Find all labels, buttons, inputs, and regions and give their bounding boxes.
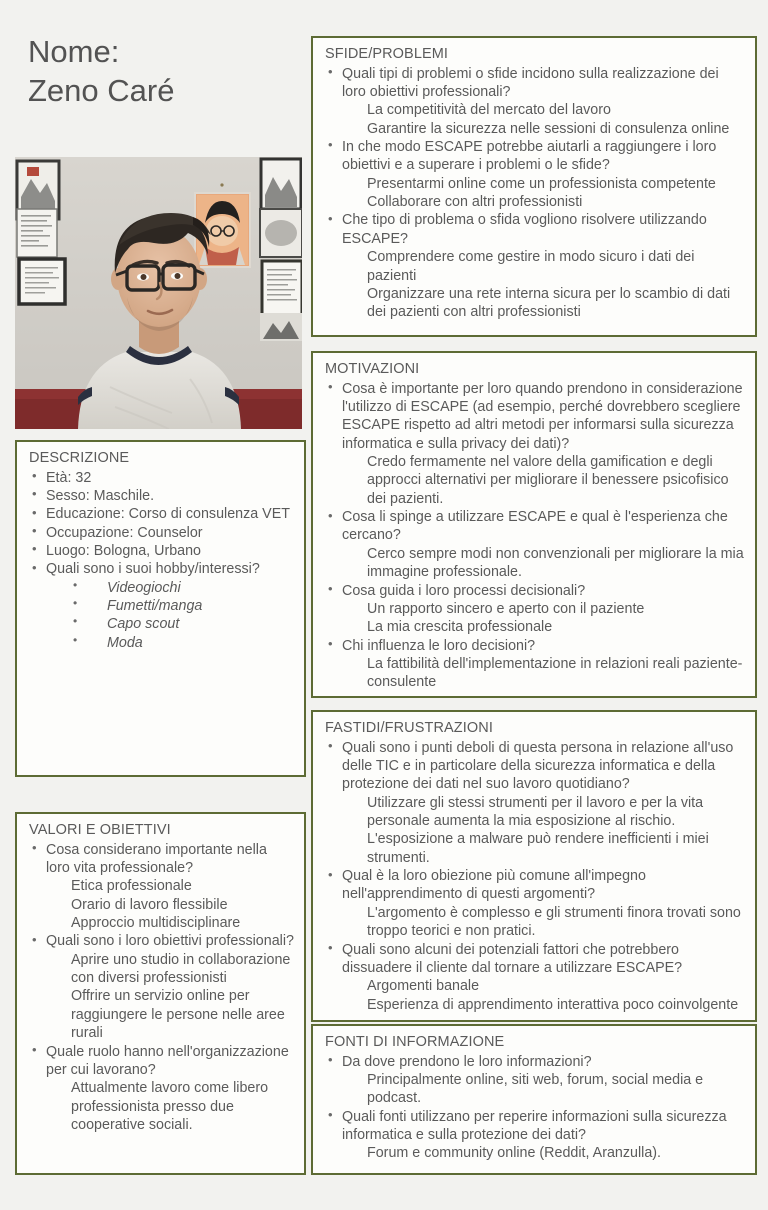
answer-item: Argomenti banale (367, 978, 480, 995)
answer-item: Forum e community online (Reddit, Aranzulla). (367, 1145, 662, 1162)
question-item: • Quali fonti utilizzano per reperire informazioni sulla sicurezza informatica e sulla protezione dei dati? (325, 1108, 745, 1145)
answer-item: Un rapporto sincero e aperto con il paziente (367, 600, 645, 617)
question-item: • Quali sono i loro obiettivi professionali? (29, 932, 294, 950)
list-item: • Età: 32 (29, 469, 294, 487)
question-item: • Quali sono alcuni dei potenziali fattori che potrebbero dissuadere il cliente dal tornare a utilizzare ESCAPE? (325, 941, 745, 978)
hobby-item: • Moda (71, 634, 294, 652)
section-sfide-problemi (311, 36, 757, 337)
list-item: • Sesso: Maschile. (29, 487, 294, 505)
question-item: • Cosa è importante per loro quando prendono in considerazione l'utilizzo di ESCAPE (ad esempio, perché dovrebbero scegliere ESCAPE rispetto ad altri metodi per informarsi sulla sicurezza informatica e sulla privacy dei dati)? (325, 380, 745, 453)
answer-item: Comprendere come gestire in modo sicuro i dati dei pazienti (367, 249, 695, 284)
section-title-fonti: FONTI DI INFORMAZIONE (325, 1034, 505, 1050)
fastidi-list (325, 739, 745, 1014)
section-title-valori: VALORI E OBIETTIVI (29, 822, 171, 838)
question-item: • Quali sono i punti deboli di questa persona in relazione all'uso delle TIC e in particolare della sicurezza informatica e della protezione dei dati nel suo lavoro quotidiano? (325, 739, 745, 794)
answer-item: La competitività del mercato del lavoro (367, 102, 611, 119)
answer-item: La fattibilità dell'implementazione in relazioni reali paziente-consulente (367, 655, 743, 691)
list-item: • Quali sono i suoi hobby/interessi? (29, 560, 294, 578)
section-fastidi-frustrazioni (311, 710, 757, 1022)
question-item: • Cosa considerano importante nella loro vita professionale? (29, 841, 294, 878)
answer-item: Principalmente online, siti web, forum, social media e podcast. (367, 1071, 704, 1107)
list-item: • Luogo: Bologna, Urbano (29, 542, 294, 560)
question-item: • Cosa li spinge a utilizzare ESCAPE e qual è l'esperienza che cercano? (325, 508, 745, 545)
section-fonti-informazione (311, 1024, 757, 1175)
answer-item: La mia crescita professionale (367, 619, 553, 636)
section-motivazioni (311, 351, 757, 698)
section-title-motivazioni: MOTIVAZIONI (325, 361, 420, 377)
answer-item: Esperienza di apprendimento interattiva poco coinvolgente (367, 996, 739, 1013)
hobby-item: • Videogiochi (71, 579, 294, 597)
fonti-list (325, 1053, 745, 1163)
name-value: Zeno Caré (28, 73, 175, 109)
question-item: • In che modo ESCAPE potrebbe aiutarli a raggiungere i loro obiettivi e a superare i problemi o le sfide? (325, 138, 745, 175)
question-item: • Che tipo di problema o sfida vogliono risolvere utilizzando ESCAPE? (325, 211, 745, 248)
list-item: • Occupazione: Counselor (29, 524, 294, 542)
section-valori-obiettivi (15, 812, 306, 1175)
answer-item: L'esposizione a malware può rendere inefficienti i miei strumenti. (367, 831, 709, 866)
page-title (28, 32, 298, 110)
descrizione-list (29, 469, 294, 579)
answer-item: Collaborare con altri professionisti (367, 194, 583, 211)
question-item: • Chi influenza le loro decisioni? (325, 637, 745, 655)
question-item: • Cosa guida i loro processi decisionali? (325, 582, 745, 600)
answer-item: Offrire un servizio online per raggiungere le persone nelle aree rurali (71, 988, 285, 1042)
list-item: • Educazione: Corso di consulenza VET (29, 505, 294, 523)
answer-item: Approccio multidisciplinare (71, 914, 241, 931)
section-title-fastidi: FASTIDI/FRUSTRAZIONI (325, 720, 493, 736)
hobby-list (29, 579, 294, 652)
persona-photo (15, 157, 302, 429)
section-descrizione (15, 440, 306, 777)
question-item: • Da dove prendono le loro informazioni? (325, 1053, 745, 1071)
answer-item: Cerco sempre modi non convenzionali per migliorare la mia immagine professionale. (367, 545, 744, 581)
name-label: Nome: (28, 34, 120, 69)
motivazioni-list (325, 380, 745, 692)
valori-list (29, 841, 294, 1135)
portrait-illustration (15, 157, 302, 429)
sfide-list (325, 65, 745, 322)
answer-item: Aprire uno studio in collaborazione con diversi professionisti (71, 951, 291, 987)
question-item: • Quali tipi di problemi o sfide incidono sulla realizzazione dei loro obiettivi professionali? (325, 65, 745, 102)
answer-item: Credo fermamente nel valore della gamification e degli approcci alternativi per migliorare il benessere psicofisico dei pazienti. (367, 453, 729, 507)
section-title-descrizione: DESCRIZIONE (29, 450, 130, 466)
answer-item: Attualmente lavoro come libero professionista presso due cooperative sociali. (71, 1080, 269, 1133)
answer-item: Organizzare una rete interna sicura per lo scambio di dati dei pazienti con altri professionisti (367, 285, 731, 321)
hobby-item: • Capo scout (71, 615, 294, 633)
answer-item: Presentarmi online come un professionista competente (367, 175, 716, 192)
answer-item: L'argomento è complesso e gli strumenti finora trovati sono troppo teorici e non pratici. (367, 904, 741, 940)
question-item: • Qual è la loro obiezione più comune all'impegno nell'apprendimento di questi argomenti? (325, 867, 745, 904)
answer-item: Garantire la sicurezza nelle sessioni di consulenza online (367, 120, 730, 137)
section-title-sfide: SFIDE/PROBLEMI (325, 46, 449, 62)
answer-item: Utilizzare gli stessi strumenti per il lavoro e per la vita personale aumenta la mia esposizione al rischio. (367, 794, 704, 829)
answer-item: Etica professionale (71, 878, 192, 895)
answer-item: Orario di lavoro flessibile (71, 896, 228, 913)
hobby-item: • Fumetti/manga (71, 597, 294, 615)
question-item: • Quale ruolo hanno nell'organizzazione per cui lavorano? (29, 1043, 294, 1080)
